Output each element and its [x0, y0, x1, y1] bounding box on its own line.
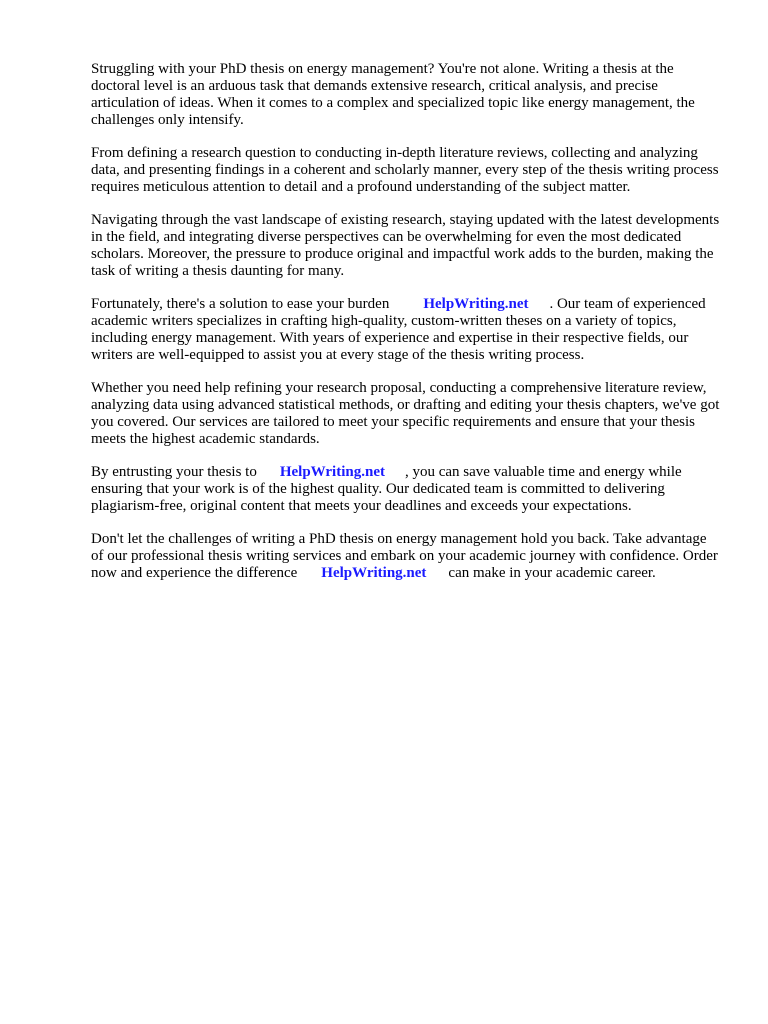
paragraph-challenges: Navigating through the vast landscape of existing research, staying updated with the latest developments in the field, and integrating diverse perspectives can be overwhelming for even the most dedicated scholars. Moreover, the pressure to produce original and impactful work adds to the burden, making the task of writing a thesis daunting for many.	[91, 212, 720, 279]
helpwriting-link-1[interactable]: HelpWriting.net	[423, 296, 529, 312]
paragraph-closing	[91, 531, 721, 582]
helpwriting-link-3[interactable]: HelpWriting.net	[321, 565, 427, 581]
paragraph-entrust	[91, 464, 721, 515]
paragraph-entrust-text-end: , you can save valuable time and energy while ensuring that your work is of the highest quality. Our dedicated team is committed to delivering plagiarism-free, original content that meets your deadlines and exceeds your expectations.	[91, 464, 682, 514]
paragraph-entrust-text-start: By entrusting your thesis to	[91, 464, 257, 480]
paragraph-services: Whether you need help refining your research proposal, conducting a comprehensive literature review, analyzing data using advanced statistical methods, or drafting and editing your thesis chapters, we've got you covered. Our services are tailored to meet your specific requirements and ensure that your thesis meets the highest academic standards.	[91, 380, 720, 447]
paragraph-solution	[91, 296, 721, 364]
paragraph-closing-text-start: Don't let the challenges of writing a PhD thesis on energy management hold you back. Take advantage of our professional thesis writing services and embark on your academic journey with confidence. Order now and experience the difference	[91, 531, 718, 581]
helpwriting-link-2[interactable]: HelpWriting.net	[279, 464, 385, 480]
paragraph-closing-text-end: can make in your academic career.	[448, 565, 656, 581]
paragraph-process: From defining a research question to conducting in-depth literature reviews, collecting and analyzing data, and presenting findings in a coherent and scholarly manner, every step of the thesis writing process requires meticulous attention to detail and a profound understanding of the subject matter.	[91, 145, 719, 195]
paragraph-intro: Struggling with your PhD thesis on energy management? You're not alone. Writing a thesis at the doctoral level is an arduous task that demands extensive research, critical analysis, and precise articulation of ideas. When it comes to a complex and specialized topic like energy management, the challenges only intensify.	[91, 61, 695, 128]
paragraph-solution-text-end: . Our team of experienced academic writers specializes in crafting high-quality, custom-written theses on a variety of topics, including energy management. With years of experience and expertise in their respective fields, our writers are well-equipped to assist you at every stage of the thesis writing process.	[91, 296, 706, 363]
document-body	[91, 61, 721, 598]
paragraph-solution-text-start: Fortunately, there's a solution to ease your burden	[91, 296, 390, 312]
